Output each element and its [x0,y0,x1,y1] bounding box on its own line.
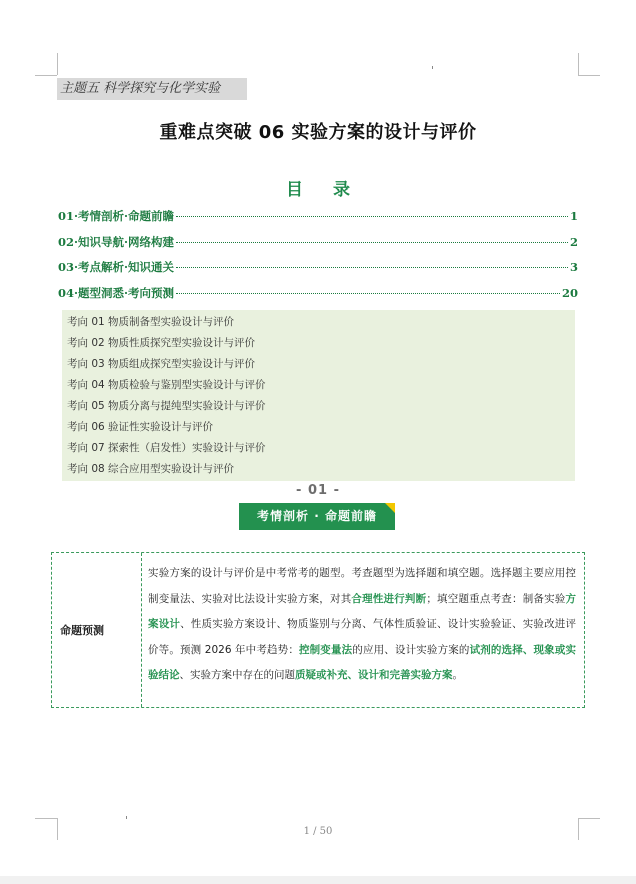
toc-heading: 目 录 [286,180,362,200]
crop-mark [35,818,57,819]
toc-subtopic-item[interactable]: 考向 04 物质检验与鉴别型实验设计与评价 [67,379,266,391]
toc-entry[interactable] [58,234,578,260]
toc-entry-page: 2 [569,234,578,249]
page-number: 1 / 50 [303,826,333,837]
prediction-table [51,552,585,708]
table-of-contents [58,208,578,310]
prediction-text-run: ；填空题重点考查：制备实验 [426,592,566,605]
prediction-highlight: 试剂的选择、现象或实验结论 [148,643,577,681]
toc-leader-dots [176,216,568,217]
prediction-text [142,553,584,707]
prediction-text-run: 、性质实验方案设计、物质鉴别与分离、气体性质验证、设计实验验证、实验改进评价等。预测 2026 年中考趋势： [148,618,577,656]
theme-label: 主题五 科学探究与化学实验 [57,78,247,100]
prediction-highlight: 质疑或补充、设计和完善实验方案 [295,669,453,681]
toc-subtopic-item[interactable]: 考向 01 物质制备型实验设计与评价 [67,316,235,328]
section-banner-label: 考情剖析 · 命题前瞻 [257,509,377,523]
crop-mark [35,75,57,76]
toc-subtopic-item[interactable]: 考向 07 探索性（启发性）实验设计与评价 [67,442,266,454]
prediction-text-run: 实验方案的设计与评价是中考常考的题型。考查题型为选择题和填空题。选择题主要应用控制变量法、实验对比法设计实验方案，对其 [148,567,576,605]
page-title: 重难点突破 06 实验方案的设计与评价 [159,122,477,143]
toc-entry-label: 01·考情剖析·命题前瞻 [58,209,175,223]
toc-subtopic-item[interactable]: 考向 06 验证性实验设计与评价 [67,421,214,433]
crop-mark [578,75,600,76]
banner-corner-decoration [385,503,395,513]
toc-entry[interactable] [58,208,578,234]
toc-subtopic-item[interactable]: 考向 02 物质性质探究型实验设计与评价 [67,337,256,349]
prediction-highlight: 方案设计 [148,592,577,630]
toc-entry[interactable] [58,259,578,285]
viewer-bottom-strip [0,876,636,884]
toc-subtopic-item[interactable]: 考向 03 物质组成探究型实验设计与评价 [67,358,256,370]
toc-entry-label: 04·题型洞悉·考向预测 [58,285,175,300]
crop-mark [578,53,579,75]
prediction-text-run: 。 [452,669,463,681]
toc-entry-label: 02·知识导航·网络构建 [58,234,175,249]
toc-entry-page: 3 [569,260,578,274]
prediction-text-run: 的应用、设计实验方案的 [352,643,470,656]
toc-entry-page: 1 [569,209,578,223]
toc-subtopic-box [62,310,575,481]
crop-tick [126,816,127,819]
crop-mark [578,818,600,819]
toc-leader-dots [176,242,568,243]
prediction-highlight: 合理性进行判断 [351,592,427,605]
prediction-label: 命题预测 [52,553,142,707]
toc-subtopic-item[interactable]: 考向 08 综合应用型实验设计与评价 [67,463,235,475]
toc-entry-page: 20 [561,285,578,300]
crop-tick [432,66,433,69]
section-number: - 01 - [296,483,340,498]
crop-mark [57,53,58,75]
toc-entry[interactable] [58,285,578,311]
prediction-text-run: 、实验方案中存在的问题 [179,669,295,681]
toc-leader-dots [176,267,568,268]
section-banner [239,503,395,530]
toc-subtopic-item[interactable]: 考向 05 物质分离与提纯型实验设计与评价 [67,400,266,412]
prediction-highlight: 控制变量法 [298,643,353,656]
toc-entry-label: 03·考点解析·知识通关 [58,260,175,274]
toc-leader-dots [176,293,560,294]
